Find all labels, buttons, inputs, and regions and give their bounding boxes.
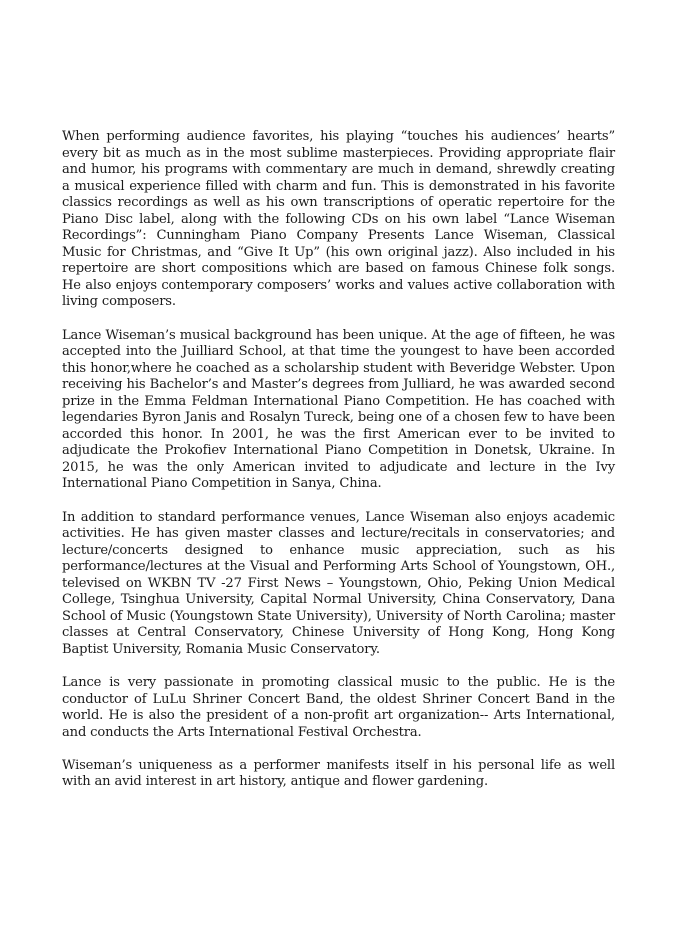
paragraph-public-promotion: Lance is very passionate in promoting classical music to the public. He is the conductor of LuLu Shriner Concert Band, the oldest Shriner Concert Band in the world. He is also the president of a non-profit art organization-- Arts International, and conducts the Arts International Festival Orchestra. (62, 675, 615, 740)
paragraph-musical-background: Lance Wiseman’s musical background has been unique. At the age of fifteen, he was accepted into the Juilliard School, at that time the youngest to have been accorded this honor,where he coached as a scholarship student with Beveridge Webster. Upon receiving his Bachelor’s and Master’s degrees from Julliard, he was awarded second prize in the Emma Feldman International Piano Competition. He has coached with legendaries Byron Janis and Rosalyn Tureck, being one of a chosen few to have been accorded this honor. In 2001, he was the first American ever to be invited to adjudicate the Prokofiev International Piano Competition in Donetsk, Ukraine. In 2015, he was the only American invited to adjudicate and lecture in the Ivy International Piano Competition in Sanya, China. (62, 327, 615, 492)
document-page (62, 129, 615, 807)
paragraph-performance-style: When performing audience favorites, his playing “touches his audiences’ hearts” every bit as much as in the most sublime masterpieces. Providing appropriate flair and humor, his programs with commentary are much in demand, shrewdly creating a musical experience filled with charm and fun. This is demonstrated in his favorite classics recordings as well as his own transcriptions of operatic repertoire for the Piano Disc label, along with the following CDs on his own label “Lance Wiseman Recordings”: Cunningham Piano Company Presents Lance Wiseman, Classical Music for Christmas, and “Give It Up” (his own original jazz). Also included in his repertoire are short compositions which are based on famous Chinese folk songs. He also enjoys contemporary composers’ works and values active collaboration with living composers. (62, 129, 615, 310)
paragraph-academic-activities: In addition to standard performance venues, Lance Wiseman also enjoys academic activities. He has given master classes and lecture/recitals in conservatories; and lecture/concerts designed to enhance music appreciation, such as his performance/lectures at the Visual and Performing Arts School of Youngstown, OH., televised on WKBN TV -27 First News – Youngstown, Ohio, Peking Union Medical College, Tsinghua University, Capital Normal University, China Conservatory, Dana School of Music (Youngstown State University), University of North Carolina; master classes at Central Conservatory, Chinese University of Hong Kong, Hong Kong Baptist University, Romania Music Conservatory. (62, 509, 615, 657)
paragraph-personal-interests: Wiseman’s uniqueness as a performer manifests itself in his personal life as well with an avid interest in art history, antique and flower gardening. (62, 757, 615, 790)
